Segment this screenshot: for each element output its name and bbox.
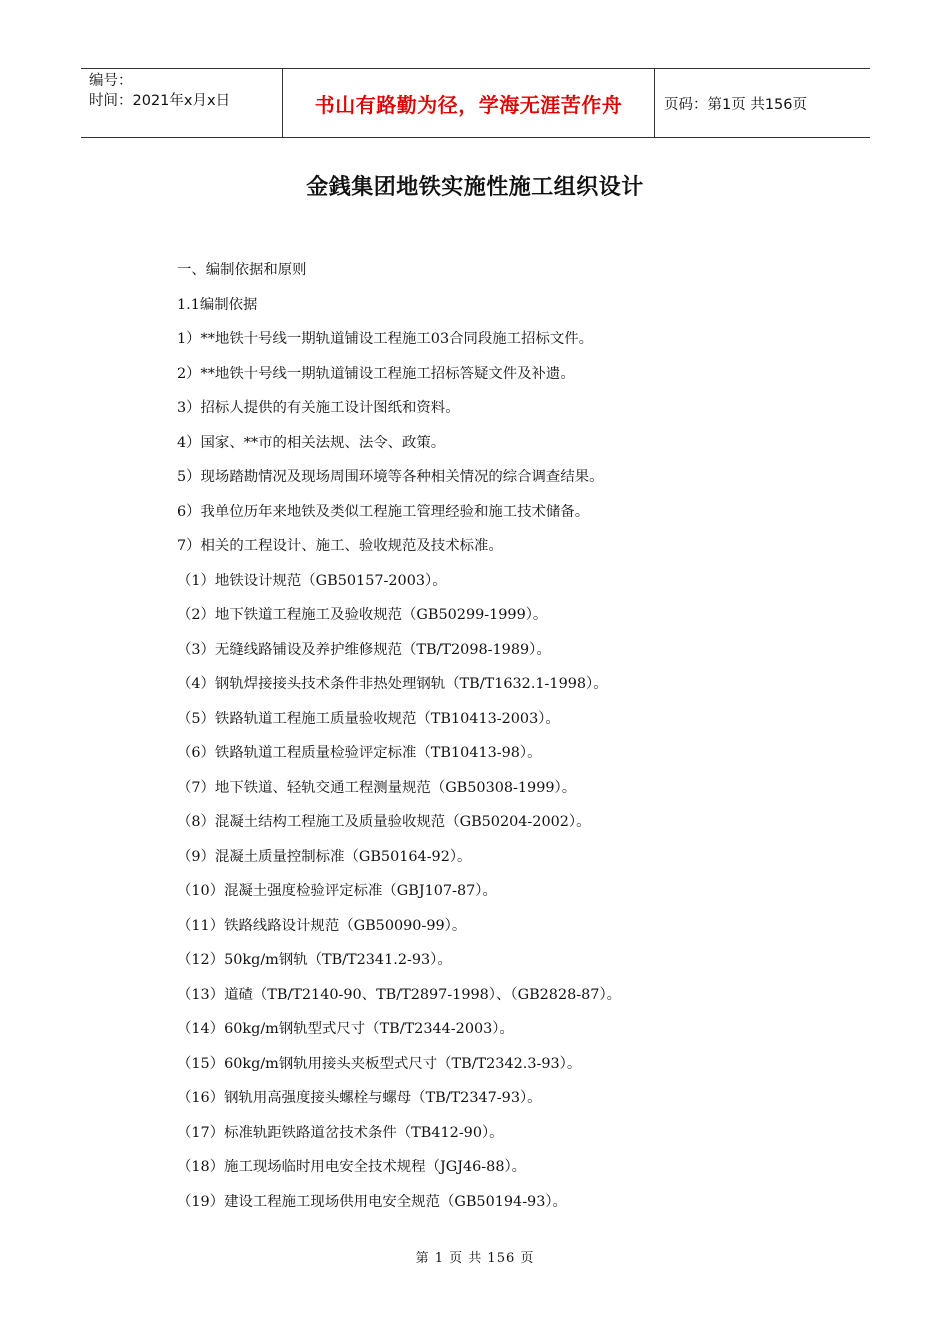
document-title: 金銭集团地铁实施性施工组织设计 — [306, 175, 644, 200]
body-line: （16）钢轨用高强度接头螺栓与螺母（TB/T2347-93）。 — [177, 1090, 542, 1106]
body-line: （11）铁路线路设计规范（GB50090-99）。 — [177, 917, 467, 934]
body-line: 5）现场踏勘情况及现场周围环境等各种相关情况的综合调查结果。 — [177, 469, 604, 485]
body-line: （8）混凝土结构工程施工及质量验收规范（GB50204-2002）。 — [177, 814, 591, 830]
body-line: （12）50kg/m钢轨（TB/T2341.2-93）。 — [177, 952, 452, 968]
page-footer: 第 1 页 共 156 页 — [415, 1251, 535, 1266]
body-line: 7）相关的工程设计、施工、验收规范及技术标准。 — [177, 538, 503, 554]
body-line: （7）地下铁道、轻轨交通工程测量规范（GB50308-1999）。 — [177, 779, 577, 796]
body-line: 1）**地铁十号线一期轨道铺设工程施工03合同段施工招标文件。 — [177, 331, 594, 347]
body-line: （4）钢轨焊接接头技术条件非热处理钢轨（TB/T1632.1-1998）。 — [177, 676, 608, 692]
body-line: 6）我单位历年来地铁及类似工程施工管理经验和施工技术储备。 — [177, 503, 590, 520]
body-line: （6）铁路轨道工程质量检验评定标准（TB10413-98）。 — [177, 745, 542, 761]
body-line: （15）60kg/m钢轨用接头夹板型式尺寸（TB/T2342.3-93）。 — [177, 1055, 582, 1072]
body-line: （5）铁路轨道工程施工质量验收规范（TB10413-2003）。 — [177, 710, 560, 727]
body-line: （2）地下铁道工程施工及验收规范（GB50299-1999）。 — [177, 607, 548, 623]
body-line: 1.1编制依据 — [177, 296, 258, 313]
body-line: （1）地铁设计规范（GB50157-2003）。 — [177, 572, 447, 589]
body-line: （18）施工现场临时用电安全技术规程（JGJ46-88）。 — [177, 1159, 527, 1175]
document-number: 编号： — [89, 73, 133, 89]
body-line: （3）无缝线路铺设及养护维修规范（TB/T2098-1989）。 — [177, 641, 551, 658]
header-page-info: 页码：第1页 共156页 — [664, 96, 808, 113]
body-line: 4）国家、**市的相关法规、法令、政策。 — [177, 434, 446, 451]
body-line: 2）**地铁十号线一期轨道铺设工程施工招标答疑文件及补遗。 — [177, 365, 575, 382]
body-line: （9）混凝土质量控制标准（GB50164-92）。 — [177, 848, 472, 865]
header-motto: 书山有路勤为径，学海无涯苦作舟 — [282, 69, 655, 137]
body-line: （10）混凝土强度检验评定标准（GBJ107-87）。 — [177, 883, 497, 899]
body-line: （14）60kg/m钢轨型式尺寸（TB/T2344-2003）。 — [177, 1021, 514, 1037]
body-line: （17）标准轨距铁路道岔技术条件（TB412-90）。 — [177, 1124, 504, 1141]
header-table — [81, 68, 870, 138]
body-line: 3）招标人提供的有关施工设计图纸和资料。 — [177, 400, 460, 416]
body-line: （19）建设工程施工现场供用电安全规范（GB50194-93）。 — [177, 1193, 567, 1210]
body-line: （13）道碴（TB/T2140-90、TB/T2897-1998）、（GB2828-87）。 — [177, 986, 622, 1003]
header-left-cell — [81, 69, 282, 137]
body-line: 一、编制依据和原则 — [177, 262, 307, 278]
document-body — [177, 258, 817, 1224]
document-time: 时间：2021年x月x日 — [89, 93, 231, 109]
